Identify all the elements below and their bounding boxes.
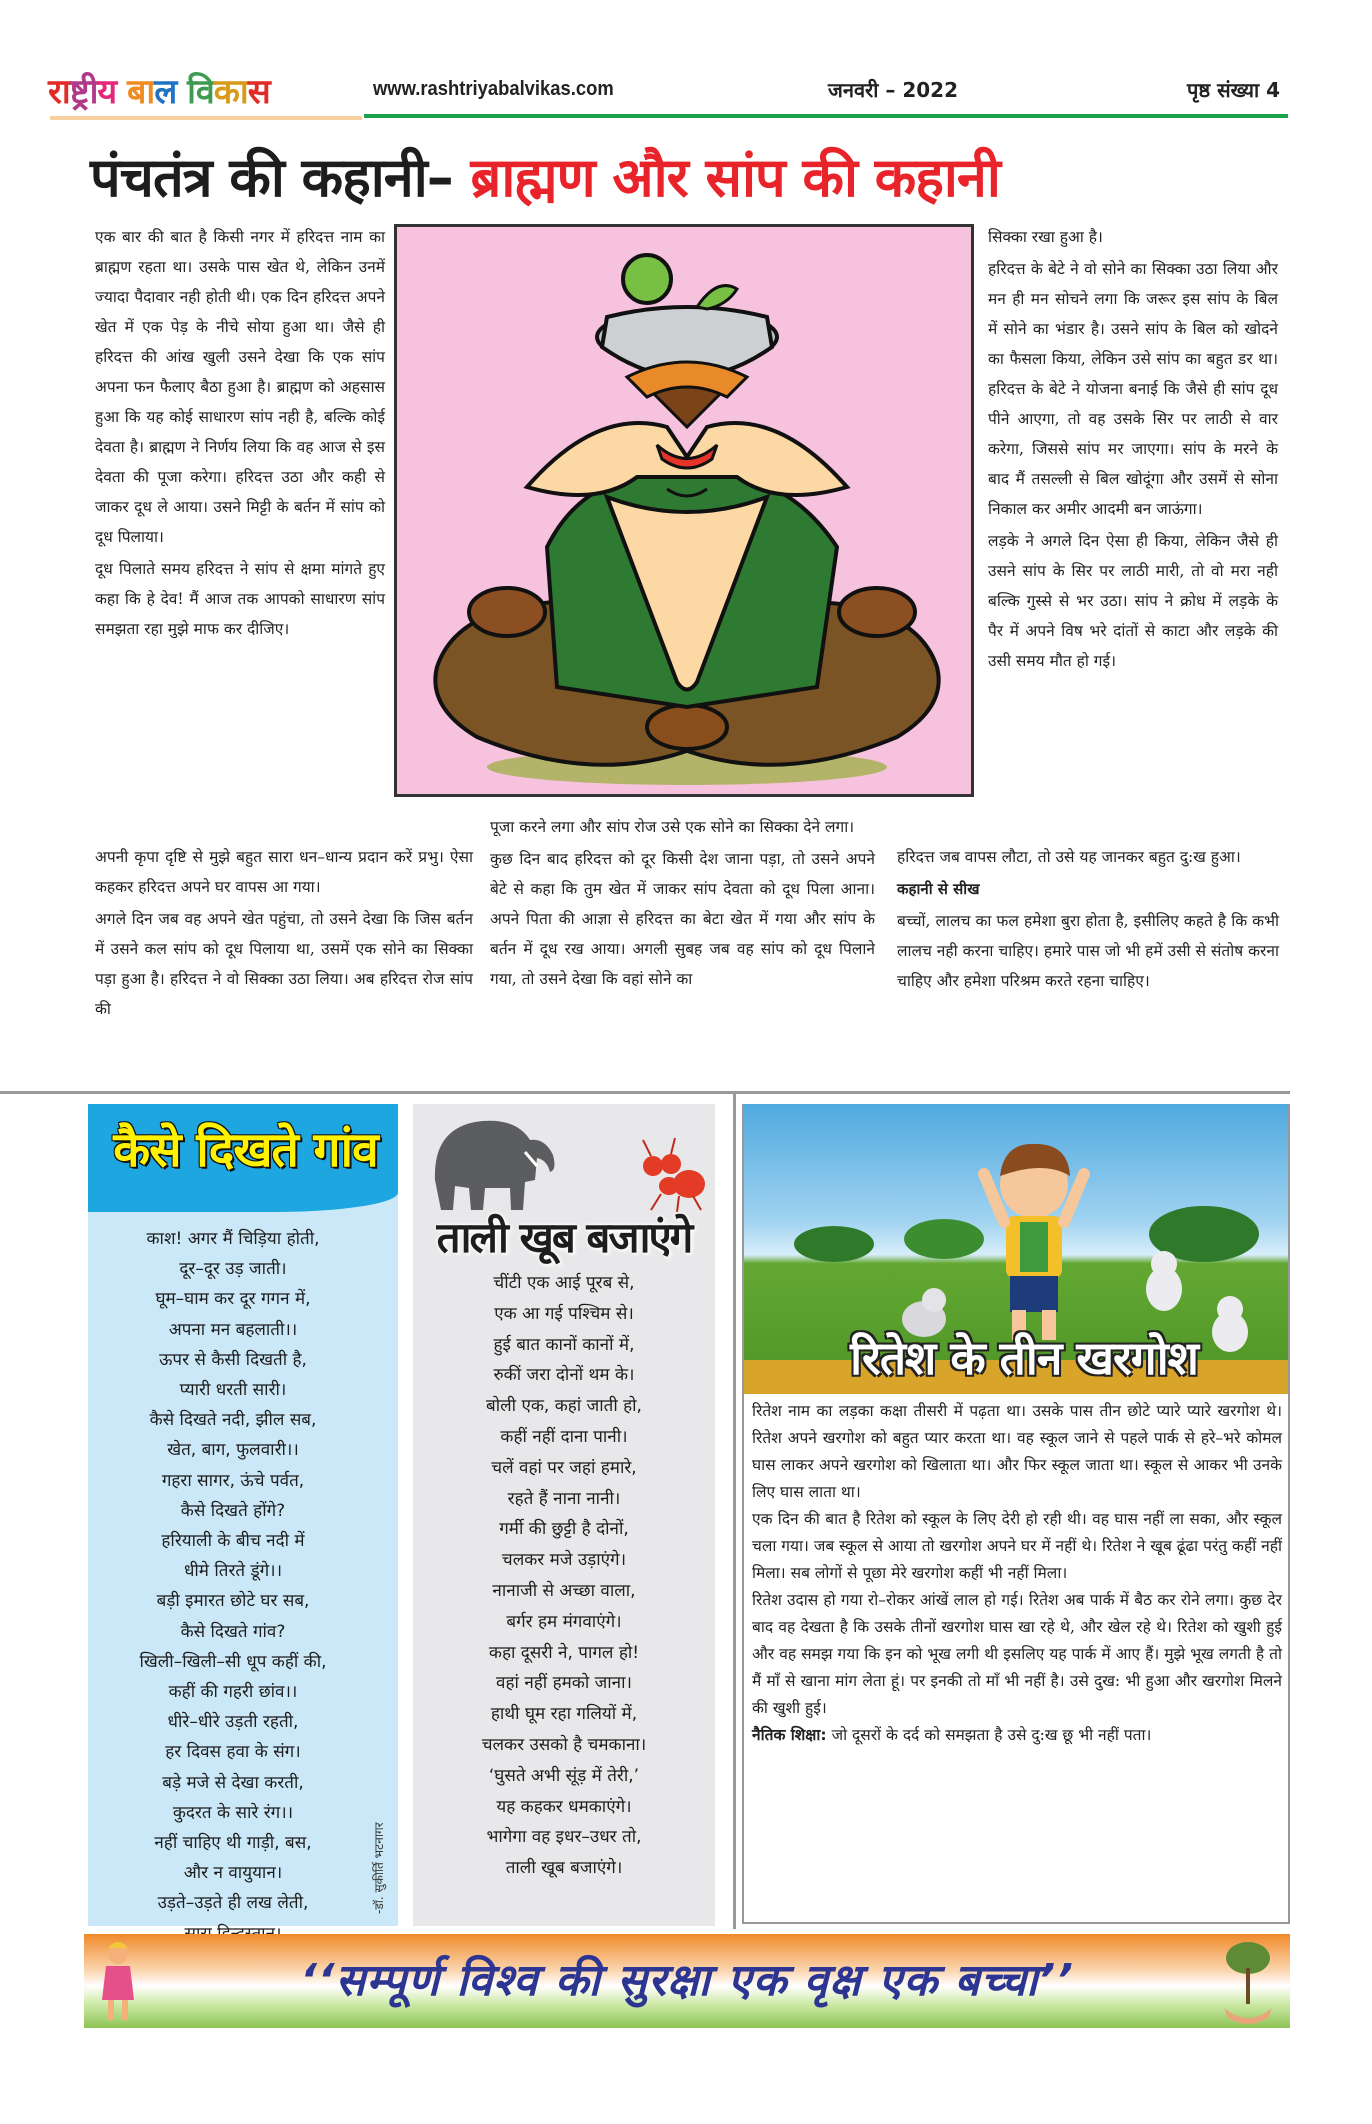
poem-lines	[88, 1224, 378, 1949]
poem-line: खेत, बाग, फुलवारी।।	[167, 1440, 299, 1461]
poem-line: एक आ गई पश्चिम से।	[494, 1303, 634, 1324]
poem-line: चलकर मजे उड़ाएंगे।	[501, 1550, 627, 1571]
meditating-brahmin-icon	[397, 227, 971, 794]
poem-line: ‘घुसते अभी सूंड़ में तेरी,’	[488, 1765, 640, 1786]
poem-line: धीरे–धीरे उड़ती रहती,	[167, 1712, 299, 1733]
logo-underline	[50, 116, 362, 120]
poem-line: उड़ते–उड़ते ही लख लेती,	[157, 1893, 309, 1914]
poem-line: बर्गर हम मंगवाएंगे।	[506, 1611, 622, 1632]
poem-line: नानाजी से अच्छा वाला,	[492, 1580, 636, 1601]
paragraph: हरिदत्त के बेटे ने वो सोने का सिक्का उठा लिया और मन ही मन सोचने लगा कि जरूर इस सांप के बिल में सोने का भंडार है। उसने सांप के बिल को खोदने का फैसला किया, लेकिन उसे सांप का बहुत डर था। हरिदत्त के बेटे ने योजना बनाई कि जैसे ही सांप दूध पीने आएगा, तो वह उसके सिर पर लाठी से वार करेगा, जिससे सांप मर जाएगा। सांप के मरने के बाद मैं तसल्ली से बिल खोदूंगा और उसमें से सोना निकाल कर अमीर आदमी बन जाऊंगा।	[988, 260, 1278, 518]
poem-title: ताली खूब बजाएंगे	[436, 1213, 692, 1262]
poem-line: चींटी एक आई पूरब से,	[493, 1273, 635, 1293]
slogan-banner	[84, 1934, 1290, 2028]
paragraph: एक बार की बात है किसी नगर में हरिदत्त नाम का ब्राह्मण रहता था। उसके पास खेत थे, लेकिन उनमें ज्यादा पैदावार नही होती थी। एक दिन हरिदत्त अपने खेत में एक पेड़ के नीचे सोया हुआ था। जैसे ही हरिदत्त की आंख खुली उसने देखा कि एक सांप अपना फन फैलाए बैठा हुआ है। ब्राह्मण को अहसास हुआ कि यह कोई साधारण सांप नही है, बल्कि कोई देवता है। ब्राह्मण ने निर्णय लिया कि वह आज से इस देवता की पूजा करेगा। हरिदत्त उठा और कही से जाकर दूध ले आया। उसने मिट्टी के बर्तन में सांप को दूध पिलाया।	[95, 228, 385, 546]
poem-line: कुदरत के सारे रंग।।	[172, 1802, 294, 1823]
site-url-link[interactable]: www.rashtriyabalvikas.com	[373, 78, 614, 100]
poem-line: बड़ी इमारत छोटे घर सब,	[156, 1591, 310, 1612]
paragraph: लड़के ने अगले दिन ऐसा ही किया, लेकिन जैसे ही उसने सांप के सिर पर लाठी मारी, तो वो मरा नही बल्कि गुस्से से भर उठा। सांप ने क्रोध में लड़के के पैर में अपने विष भरे दांतों से काटा और लड़के की उसी समय मौत हो गई।	[988, 532, 1278, 670]
paragraph: सिक्का रखा हुआ है।	[988, 228, 1103, 246]
poem-kaise-dikhte-gaon	[88, 1104, 398, 1926]
poem-line: धीमे तिरते डूंगे।।	[183, 1561, 283, 1582]
issue-date: जनवरी – 2022	[828, 78, 959, 102]
poem-line: चलकर उसको है चमकाना।	[481, 1734, 647, 1755]
paragraph: हरिदत्त जब वापस लौटा, तो उसे यह जानकर बहुत दु:ख हुआ।	[897, 848, 1241, 866]
column-divider	[733, 1094, 736, 1929]
poem-line: ताली खूब बजाएंगे।	[505, 1858, 623, 1879]
moral-heading: कहानी से सीख	[897, 880, 980, 898]
moral-label: नैतिक शिक्षा:	[752, 1726, 827, 1744]
poem-line: चलें वहां पर जहां हमारे,	[491, 1457, 637, 1478]
moral	[752, 1722, 1282, 1749]
poem-line: दूर–दूर उड़ जाती।	[179, 1259, 287, 1280]
logo-part: य	[97, 72, 127, 112]
poem-line: खिली–खिली–सी धूप कहीं की,	[139, 1651, 327, 1672]
poem-lines	[413, 1268, 715, 1884]
poem-line: हुई बात कानों कानों में,	[493, 1334, 635, 1355]
masthead	[48, 70, 1288, 120]
moral-text: बच्चों, लालच का फल हमेशा बुरा होता है, इसीलिए कहते है कि कभी लालच नही करना चाहिए। हमारे पास जो भी हमें उसी से संतोष करना चाहिए और हमेशा परिश्रम करते रहना चाहिए।	[897, 912, 1279, 990]
headline-prefix: पंचतंत्र की कहानी–	[90, 146, 471, 209]
poem-line: अपना मन बहलाती।।	[168, 1319, 298, 1340]
moral-text: जो दूसरों के दर्द को समझता है उसे दु:ख छू भी नहीं पता।	[826, 1726, 1152, 1744]
paragraph: अगले दिन जब वह अपने खेत पहुंचा, तो उसने देखा कि जिस बर्तन में उसने कल सांप को दूध पिलाया था, उसमें एक सोने का सिक्का पड़ा हुआ है। हरिदत्त ने वो सिक्का उठा लिया। अब हरिदत्त रोज सांप की	[95, 910, 473, 1018]
elephant-icon	[425, 1110, 565, 1215]
poem-title: कैसे दिखते गांव	[113, 1122, 378, 1178]
paragraph: अपनी कृपा दृष्टि से मुझे बहुत सारा धन–धान्य प्रदान करें प्रभु। ऐसा कहकर हरिदत्त अपने घर वापस आ गया।	[95, 848, 473, 896]
paragraph: पूजा करने लगा और सांप रोज उसे एक सोने का सिक्का देने लगा।	[490, 818, 855, 836]
story1-column-2	[490, 812, 875, 996]
poem-author: -डॉ. सुकीर्ति भटनागर	[372, 1822, 386, 1914]
logo-part: बा	[126, 72, 155, 112]
slogan-text: ‘‘सम्पूर्ण विश्व की सुरक्षा एक वृक्ष एक बच्चा’’	[300, 1955, 1074, 2006]
section-divider	[0, 1091, 1290, 1094]
header-rule	[364, 114, 1288, 118]
poem-line: प्यारी धरती सारी।	[179, 1380, 287, 1401]
poem-line: गहरा सागर, ऊंचे पर्वत,	[161, 1470, 305, 1491]
poem-line: कैसे दिखते नदी, झील सब,	[149, 1410, 317, 1431]
poem-line: कैसे दिखते होंगे?	[180, 1500, 286, 1521]
logo-part: रा	[48, 72, 70, 112]
logo-part: का	[213, 72, 248, 112]
poem-tali-khoob-bajayenge	[413, 1104, 715, 1926]
poem-line: हरियाली के बीच नदी में	[161, 1531, 305, 1552]
ants-icon	[631, 1136, 711, 1216]
headline-title: ब्राह्मण और सांप की कहानी	[470, 146, 1000, 209]
story1-column-3-continued	[897, 842, 1279, 998]
paragraph: रितेश नाम का लड़का कक्षा तीसरी में पढ़ता था। उसके पास तीन छोटे प्यारे प्यारे खरगोश थे। रितेश अपने खरगोश को बहुत प्यार करता था। वह स्कूल जाने से पहले पार्क से हरे–भरे कोमल घास लाकर अपने खरगोश को खिलाता था। और फिर स्कूल जाता था। स्कूल से आकर भी उनके लिए घास लाता था।	[752, 1402, 1282, 1501]
poem-line: कहीं की गहरी छांव।।	[168, 1682, 298, 1703]
logo-part: स	[247, 72, 270, 112]
poem-line: यह कहकर धमकाएंगे।	[496, 1796, 632, 1817]
poem-line: बड़े मजे से देखा करती,	[162, 1772, 304, 1793]
logo-part: वि	[187, 72, 214, 112]
page-headline	[90, 140, 1290, 220]
page-number: पृष्ठ संख्या 4	[1187, 78, 1280, 102]
poem-line: हाथी घूम रहा गलियों में,	[490, 1704, 638, 1725]
paragraph: एक दिन की बात है रितेश को स्कूल के लिए देरी हो रही थी। वह घास नहीं ला सका, और स्कूल चला गया। जब स्कूल से आया तो खरगोश अपने घर में नहीं थे। रितेश ने खूब ढूंढा परंतु कहीं नहीं मिला। सब लोगों से पूछा मेरे खरगोश कहीं भी नहीं मिला।	[752, 1510, 1282, 1582]
poem-line: गर्मी की छुट्टी है दोनों,	[499, 1519, 629, 1540]
story2-body	[752, 1398, 1282, 1749]
poem-line: काश! अगर मैं चिड़िया होती,	[146, 1229, 320, 1249]
poem-line: रुकीं जरा दोनों थम के।	[493, 1365, 635, 1386]
poem-line: कहा दूसरी ने, पागल हो!	[488, 1642, 640, 1663]
story1-column-1	[95, 222, 385, 646]
poem-line: रहते हैं नाना नानी।	[507, 1488, 621, 1509]
poem-line: कहीं नहीं दाना पानी।	[500, 1426, 628, 1447]
paragraph: कुछ दिन बाद हरिदत्त को दूर किसी देश जाना पड़ा, तो उसने अपने बेटे से कहा कि तुम खेत में जाकर सांप देवता को दूध पिला आना। अपने पिता की आज्ञा से हरिदत्त का बेटा खेत में गया और सांप के बर्तन में दूध रख आया। अगली सुबह जब वह सांप को दूध पिलाने गया, तो उसने देखा कि वहां सोने का	[490, 850, 875, 988]
poem-line: वहां नहीं हमको जाना।	[496, 1673, 632, 1694]
plant-in-hands-icon	[1218, 1938, 1278, 2026]
poem-line: और न वायुयान।	[183, 1863, 283, 1884]
poem-line: हर दिवस हवा के संग।	[165, 1742, 301, 1763]
poem-line: ऊपर से कैसी दिखती है,	[159, 1349, 307, 1370]
poem-line: कैसे दिखते गांव?	[180, 1621, 286, 1642]
poem-line: भागेगा वह इधर–उधर तो,	[486, 1827, 642, 1848]
logo-part: ल	[154, 72, 188, 112]
story2-title: रितेश के तीन खरगोश	[850, 1331, 1198, 1385]
paragraph: रितेश उदास हो गया रो–रोकर आंखें लाल हो गई। रितेश अब पार्क में बैठ कर रोने लगा। कुछ देर बाद वह देखता है कि उसके तीनों खरगोश घास खा रहे थे, और खेल रहे थे। रितेश को खुशी हुई और वह समझ गया कि इन को भूख लगी थी इसलिए यह पार्क में आए हैं। मुझे भूख लगती है तो मैं माँ से खाना मांग लेता हूं। पर इनकी तो माँ भी नहीं है। उसे दुख: भी हुआ और खरगोश मिलने की खुशी हुई।	[752, 1591, 1282, 1717]
paragraph: दूध पिलाते समय हरिदत्त ने सांप से क्षमा मांगते हुए कहा कि हे देव! मैं आज तक आपको साधारण सांप समझता रहा मुझे माफ कर दीजिए।	[95, 560, 385, 638]
poem-line: नहीं चाहिए थी गाड़ी, बस,	[154, 1833, 312, 1854]
story1-column-1-continued	[95, 842, 473, 1026]
story1-illustration	[394, 224, 974, 797]
poem-line: बोली एक, कहां जाती हो,	[486, 1396, 642, 1417]
logo-part: ष्ट्री	[69, 72, 98, 112]
poem-line: घूम–घाम कर दूर गगन में,	[155, 1289, 311, 1310]
story1-column-3	[988, 222, 1278, 678]
story2-illustration	[744, 1104, 1288, 1394]
publication-logo	[48, 70, 270, 118]
